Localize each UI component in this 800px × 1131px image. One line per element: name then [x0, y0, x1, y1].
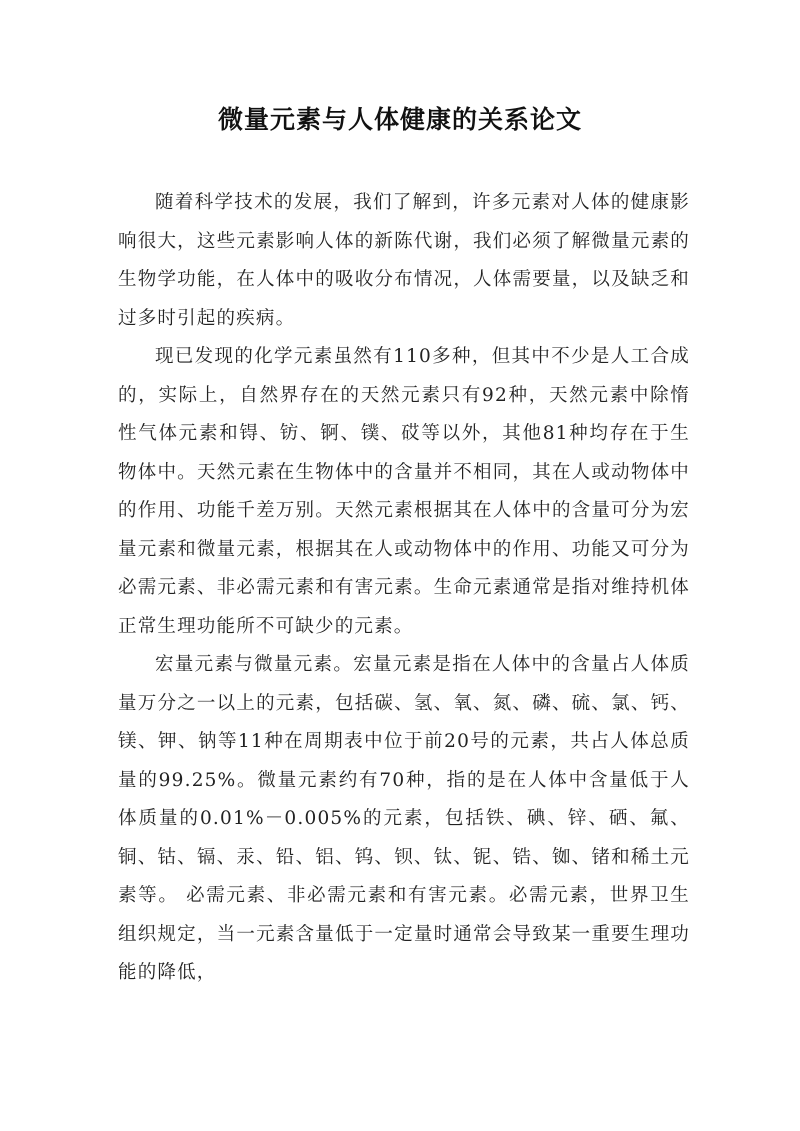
paragraph-3: 宏量元素与微量元素。宏量元素是指在人体中的含量占人体质量万分之一以上的元素，包括碳、氢、氧、氮、磷、硫、氯、钙、镁、钾、钠等11种在周期表中位于前20号的元素，共占人体总质量的99.25%。微量元素约有70种，指的是在人体中含量低于人体质量的0.01%－0.005%的元素，包括铁、碘、锌、硒、氟、铜、钴、镉、汞、铅、铝、钨、钡、钛、铌、锆、铷、锗和稀土元素等。 必需元素、非必需元素和有害元素。必需元素，世界卫生组织规定，当一元素含量低于一定量时通常会导致某一重要生理功能的降低， [118, 654, 690, 983]
paragraph-2: 现已发现的化学元素虽然有110多种，但其中不少是人工合成的，实际上，自然界存在的天然元素只有92种，天然元素中除惰性气体元素和锝、钫、锕、镤、砹等以外，其他81种均存在于生物体中。天然元素在生物体中的含量并不相同，其在人或动物体中的作用、功能千差万别。天然元素根据其在人体中的含量可分为宏量元素和微量元素，根据其在人或动物体中的作用、功能又可分为必需元素、非必需元素和有害元素。生命元素通常是指对维持机体正常生理功能所不可缺少的元素。 [118, 346, 690, 637]
page-title: 微量元素与人体健康的关系论文 [217, 105, 582, 134]
paragraph-1: 随着科学技术的发展，我们了解到，许多元素对人体的健康影响很大，这些元素影响人体的新陈代谢，我们必须了解微量元素的生物学功能，在人体中的吸收分布情况，人体需要量，以及缺乏和过多时引起的疾病。 [118, 192, 690, 329]
document-body [118, 184, 690, 993]
